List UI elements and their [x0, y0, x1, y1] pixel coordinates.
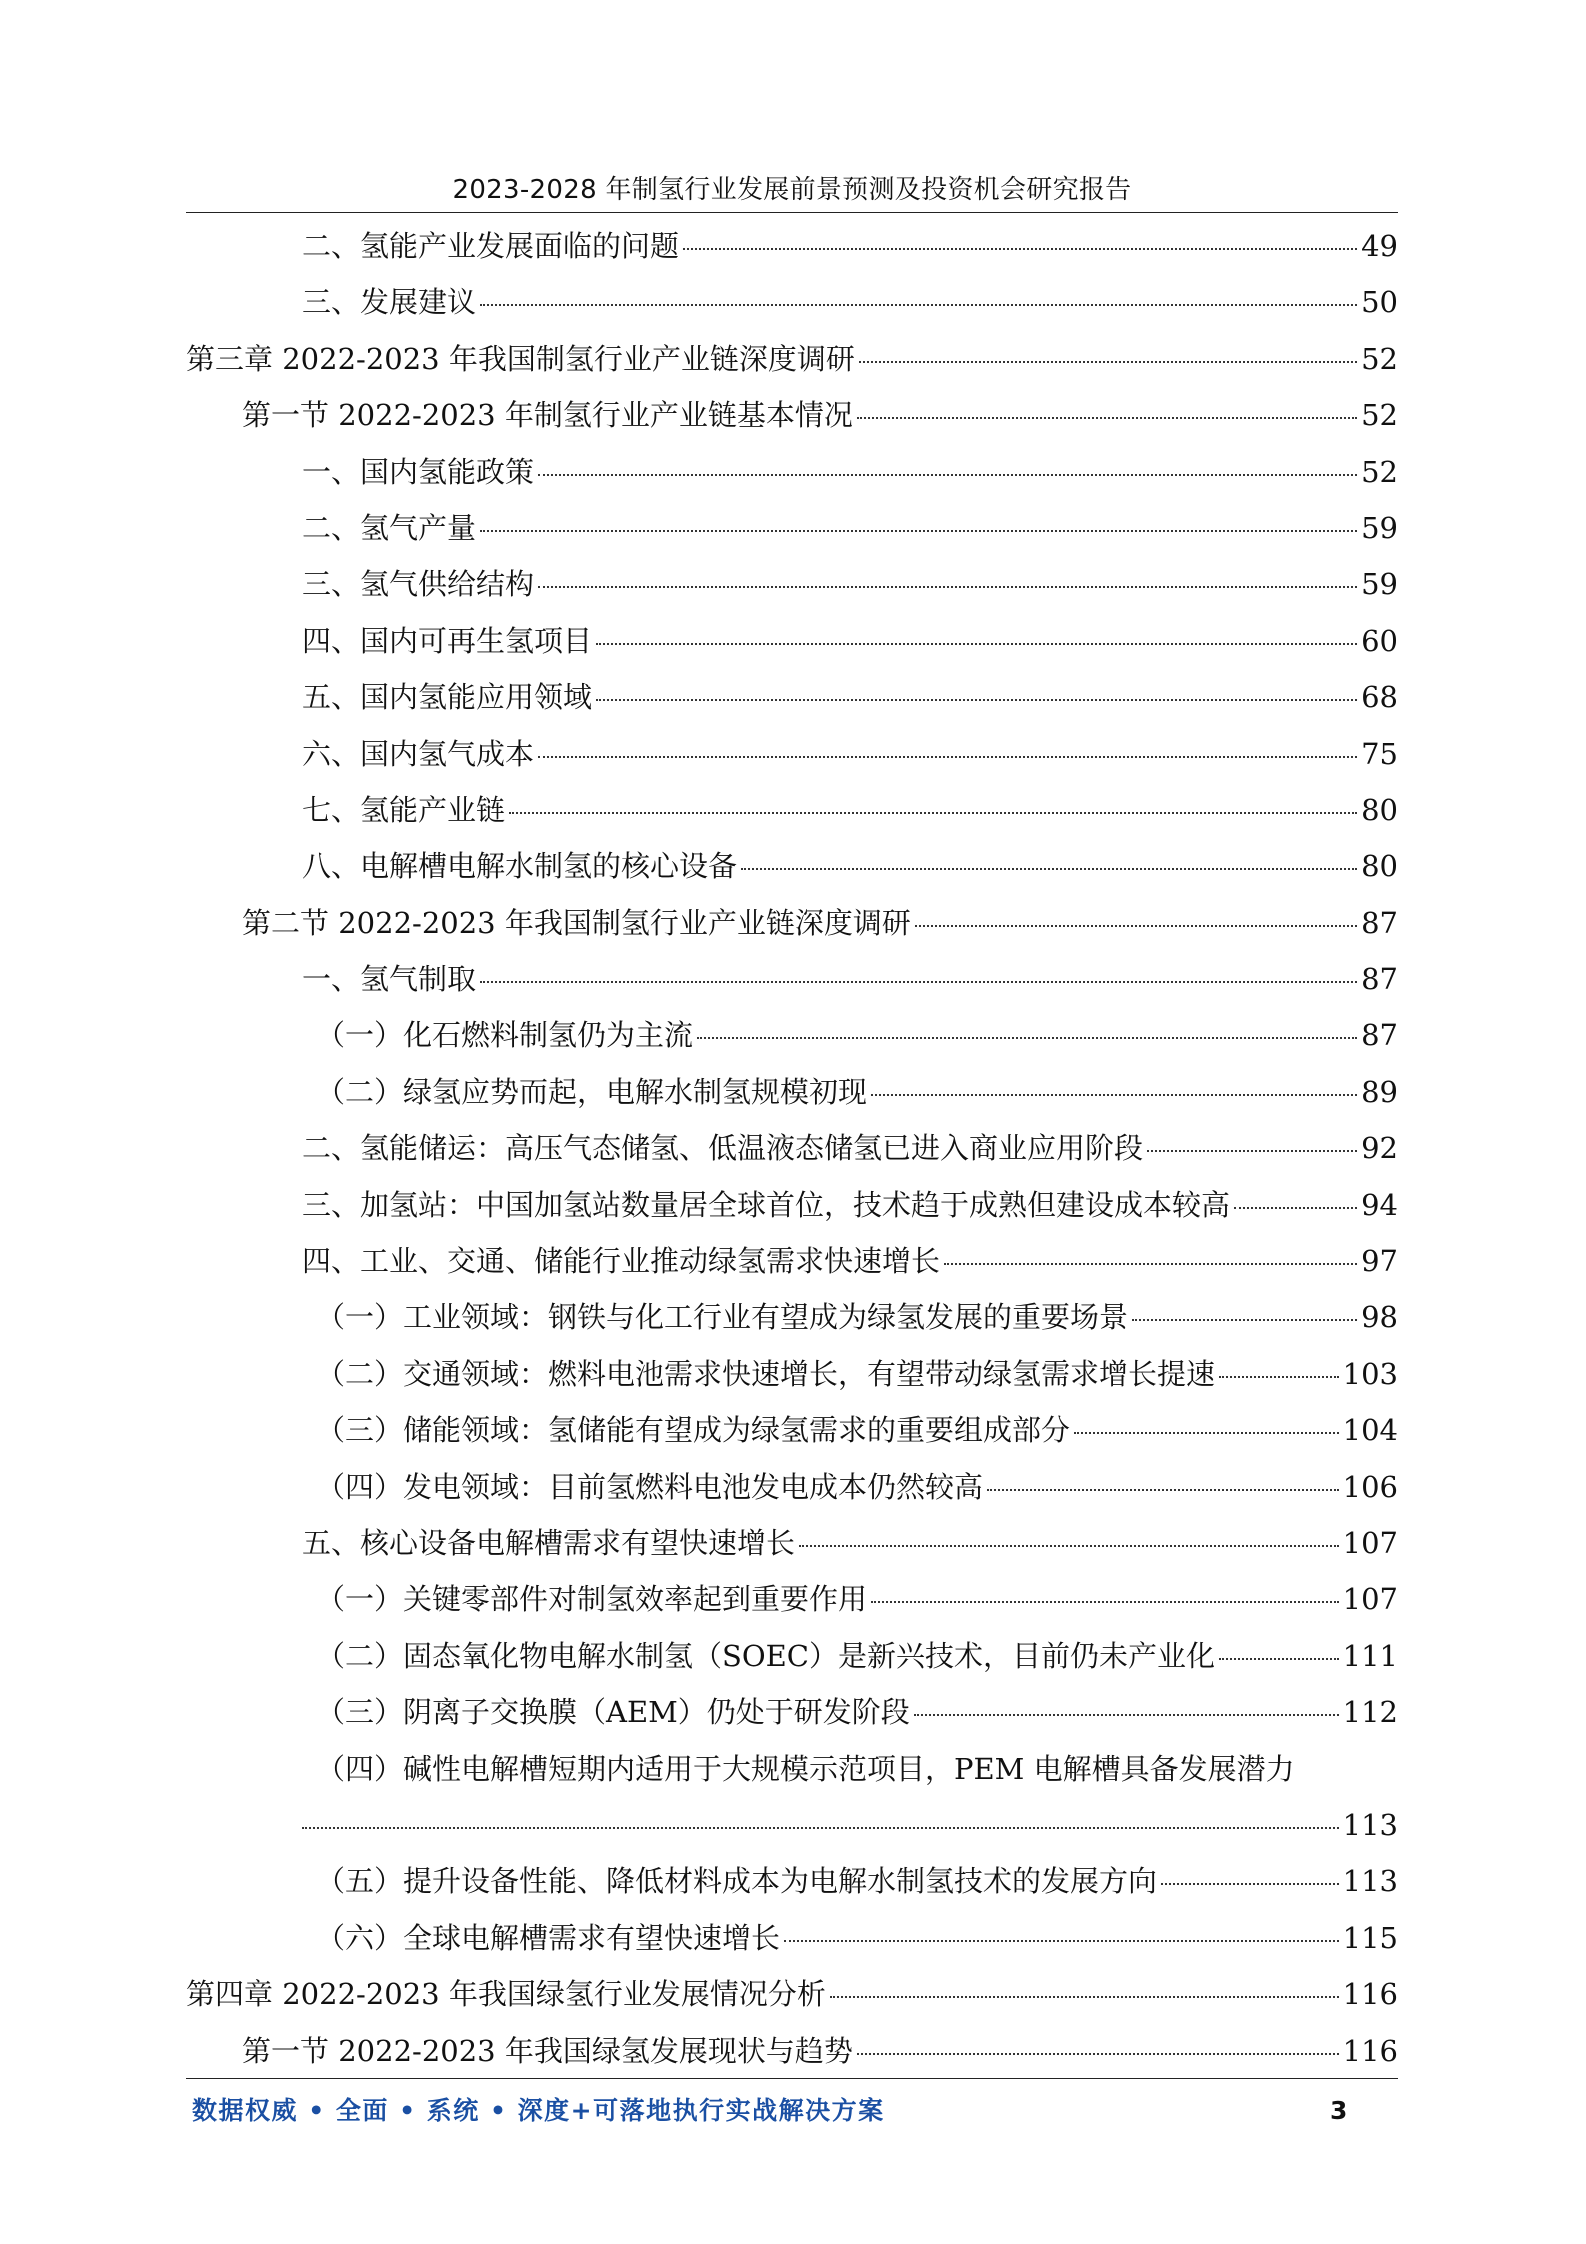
toc-entry-title: 三、氢气供给结构 [302, 567, 535, 602]
table-of-contents [186, 218, 1398, 2079]
toc-dot-leader [857, 2053, 1339, 2055]
toc-entry-page: 107 [1342, 1582, 1398, 1617]
toc-entry[interactable] [186, 1233, 1398, 1289]
toc-entry[interactable] [186, 1853, 1398, 1909]
toc-entry-title: 二、氢能产业发展面临的问题 [302, 229, 680, 263]
toc-entry-title: 三、加氢站：中国加氢站数量居全球首位，技术趋于成熟但建设成本较高 [302, 1187, 1231, 1222]
toc-entry-title: 第四章 2022-2023 年我国绿氢行业发展情况分析 [186, 1977, 826, 2012]
toc-entry-title: （一）工业领域：钢铁与化工行业有望成为绿氢发展的重要场景 [316, 1300, 1129, 1335]
toc-entry-title: 一、国内氢能政策 [302, 454, 535, 489]
toc-entry[interactable] [186, 1966, 1398, 2022]
toc-entry-page: 52 [1361, 341, 1398, 376]
toc-dot-leader [596, 699, 1357, 701]
toc-entry-title: （三）阴离子交换膜（AEM）仍处于研发阶段 [316, 1695, 910, 1730]
toc-entry-page: 80 [1361, 849, 1398, 884]
toc-entry-page: 107 [1342, 1525, 1398, 1560]
toc-entry-title: （四）碱性电解槽短期内适用于大规模示范项目，PEM 电解槽具备发展潜力 [316, 1751, 1295, 1786]
toc-dot-leader [480, 304, 1357, 306]
toc-dot-leader [480, 530, 1357, 532]
toc-dot-leader [538, 586, 1357, 588]
toc-entry-page: 89 [1361, 1074, 1398, 1109]
toc-entry-title: 六、国内氢气成本 [302, 736, 535, 771]
toc-entry-page: 49 [1361, 229, 1398, 263]
toc-entry[interactable] [186, 1064, 1398, 1120]
toc-entry-title: 一、氢气制取 [302, 962, 477, 997]
toc-entry-page: 112 [1342, 1695, 1398, 1730]
page-header-title: 2023-2028 年制氢行业发展前景预测及投资机会研究报告 [452, 175, 1132, 205]
toc-entry[interactable] [186, 1346, 1398, 1402]
toc-entry-title: 二、氢能储运：高压气态储氢、低温液态储氢已进入商业应用阶段 [302, 1131, 1144, 1166]
toc-entry[interactable] [186, 331, 1398, 387]
toc-entry-title: 第一节 2022-2023 年我国绿氢发展现状与趋势 [242, 2033, 853, 2068]
toc-dot-leader [697, 1037, 1357, 1039]
toc-dot-leader [741, 868, 1357, 870]
toc-entry-page: 59 [1361, 510, 1398, 545]
toc-entry[interactable] [186, 726, 1398, 782]
toc-entry[interactable] [186, 1910, 1398, 1966]
toc-entry-page: 116 [1342, 1977, 1398, 2012]
toc-dot-leader [1132, 1319, 1357, 1321]
toc-entry[interactable] [186, 1741, 1398, 1854]
toc-entry[interactable] [186, 669, 1398, 725]
toc-entry-title: 第一节 2022-2023 年制氢行业产业链基本情况 [242, 398, 853, 433]
toc-entry-title: 八、电解槽电解水制氢的核心设备 [302, 849, 738, 884]
toc-dot-leader [683, 248, 1357, 250]
toc-entry[interactable] [186, 444, 1398, 500]
toc-entry[interactable] [186, 1459, 1398, 1515]
toc-entry-page: 103 [1342, 1356, 1398, 1391]
toc-entry-page: 52 [1361, 454, 1398, 489]
toc-entry[interactable] [186, 218, 1398, 274]
toc-entry-title: （二）绿氢应势而起，电解水制氢规模初现 [316, 1074, 868, 1109]
toc-dot-leader [302, 1827, 1339, 1829]
toc-dot-leader [914, 1714, 1339, 1716]
toc-entry-title: （六）全球电解槽需求有望快速增长 [316, 1920, 781, 1955]
toc-entry-title: （二）交通领域：燃料电池需求快速增长，有望带动绿氢需求增长提速 [316, 1356, 1216, 1391]
toc-dot-leader [799, 1545, 1339, 1547]
toc-entry-page: 116 [1342, 2033, 1398, 2068]
toc-entry-page: 68 [1361, 680, 1398, 715]
toc-entry-page: 60 [1361, 623, 1398, 658]
toc-entry[interactable] [186, 1684, 1398, 1740]
toc-entry-page: 97 [1361, 1244, 1398, 1279]
toc-entry-title: 七、氢能产业链 [302, 792, 506, 827]
toc-entry[interactable] [186, 1007, 1398, 1063]
toc-entry[interactable] [186, 951, 1398, 1007]
toc-entry[interactable] [186, 1177, 1398, 1233]
toc-entry[interactable] [186, 1289, 1398, 1345]
toc-entry-title: （五）提升设备性能、降低材料成本为电解水制氢技术的发展方向 [316, 1864, 1158, 1899]
toc-dot-leader [1234, 1207, 1357, 1209]
toc-entry-page: 87 [1361, 1018, 1398, 1053]
toc-entry[interactable] [186, 1515, 1398, 1571]
toc-dot-leader [538, 474, 1357, 476]
toc-entry[interactable] [186, 1402, 1398, 1458]
toc-entry[interactable] [186, 274, 1398, 330]
toc-entry-page: 87 [1361, 962, 1398, 997]
toc-dot-leader [1219, 1658, 1339, 1660]
toc-entry-page: 98 [1361, 1300, 1398, 1335]
toc-entry-page: 92 [1361, 1131, 1398, 1166]
toc-entry-title: 三、发展建议 [302, 285, 477, 320]
toc-entry[interactable] [186, 500, 1398, 556]
toc-entry-title: （三）储能领域：氢储能有望成为绿氢需求的重要组成部分 [316, 1413, 1071, 1448]
toc-entry-page: 87 [1361, 905, 1398, 940]
toc-entry-title: 四、国内可再生氢项目 [302, 623, 593, 658]
toc-dot-leader [857, 417, 1357, 419]
toc-dot-leader [944, 1263, 1357, 1265]
toc-entry-page: 115 [1342, 1920, 1398, 1955]
toc-entry-page: 80 [1361, 792, 1398, 827]
toc-dot-leader [509, 812, 1357, 814]
toc-entry[interactable] [186, 556, 1398, 612]
toc-entry-page: 59 [1361, 567, 1398, 602]
toc-entry[interactable] [186, 613, 1398, 669]
toc-entry-page: 52 [1361, 398, 1398, 433]
toc-entry-page: 50 [1361, 285, 1398, 320]
toc-entry-page: 106 [1342, 1469, 1398, 1504]
toc-entry-page: 113 [1342, 1864, 1398, 1899]
toc-entry[interactable] [186, 782, 1398, 838]
toc-entry[interactable] [186, 2023, 1398, 2079]
toc-entry-title: （一）化石燃料制氢仍为主流 [316, 1018, 694, 1053]
toc-entry-title: （二）固态氧化物电解水制氢（SOEC）是新兴技术，目前仍未产业化 [316, 1638, 1216, 1673]
toc-entry-page: 104 [1342, 1413, 1398, 1448]
footer-divider [186, 2078, 1398, 2079]
footer-page-number: 3 [1330, 2096, 1348, 2125]
toc-entry-title: （四）发电领域：目前氢燃料电池发电成本仍然较高 [316, 1469, 984, 1504]
toc-dot-leader [538, 756, 1357, 758]
toc-entry-title: 第三章 2022-2023 年我国制氢行业产业链深度调研 [186, 341, 855, 376]
toc-entry-title: 四、工业、交通、储能行业推动绿氢需求快速增长 [302, 1244, 941, 1279]
toc-dot-leader [1074, 1432, 1339, 1434]
toc-entry[interactable] [186, 838, 1398, 894]
toc-dot-leader [830, 1996, 1339, 1998]
toc-dot-leader [859, 361, 1357, 363]
toc-entry[interactable] [186, 387, 1398, 443]
toc-entry[interactable] [186, 1571, 1398, 1627]
toc-dot-leader [1161, 1883, 1339, 1885]
toc-dot-leader [480, 981, 1357, 983]
toc-dot-leader [871, 1601, 1339, 1603]
toc-entry-title: 五、核心设备电解槽需求有望快速增长 [302, 1525, 796, 1560]
toc-entry-page: 111 [1342, 1638, 1398, 1673]
toc-dot-leader [596, 643, 1357, 645]
toc-entry[interactable] [186, 1628, 1398, 1684]
toc-dot-leader [987, 1489, 1339, 1491]
toc-entry-page: 94 [1361, 1187, 1398, 1222]
toc-entry[interactable] [186, 895, 1398, 951]
toc-entry-title: 五、国内氢能应用领域 [302, 680, 593, 715]
toc-dot-leader [784, 1940, 1339, 1942]
header-divider [186, 212, 1398, 213]
footer-slogan: 数据权威 • 全面 • 系统 • 深度+可落地执行实战解决方案 [192, 2096, 885, 2125]
toc-entry-title: 第二节 2022-2023 年我国制氢行业产业链深度调研 [242, 905, 911, 940]
toc-dot-leader [871, 1094, 1357, 1096]
toc-dot-leader [1219, 1376, 1339, 1378]
toc-dot-leader [1147, 1150, 1357, 1152]
toc-entry-page: 113 [1342, 1807, 1398, 1842]
toc-entry[interactable] [186, 1120, 1398, 1176]
toc-entry-title: 二、氢气产量 [302, 510, 477, 545]
toc-entry-title: （一）关键零部件对制氢效率起到重要作用 [316, 1582, 868, 1617]
toc-entry-page: 75 [1361, 736, 1398, 771]
toc-dot-leader [915, 925, 1357, 927]
